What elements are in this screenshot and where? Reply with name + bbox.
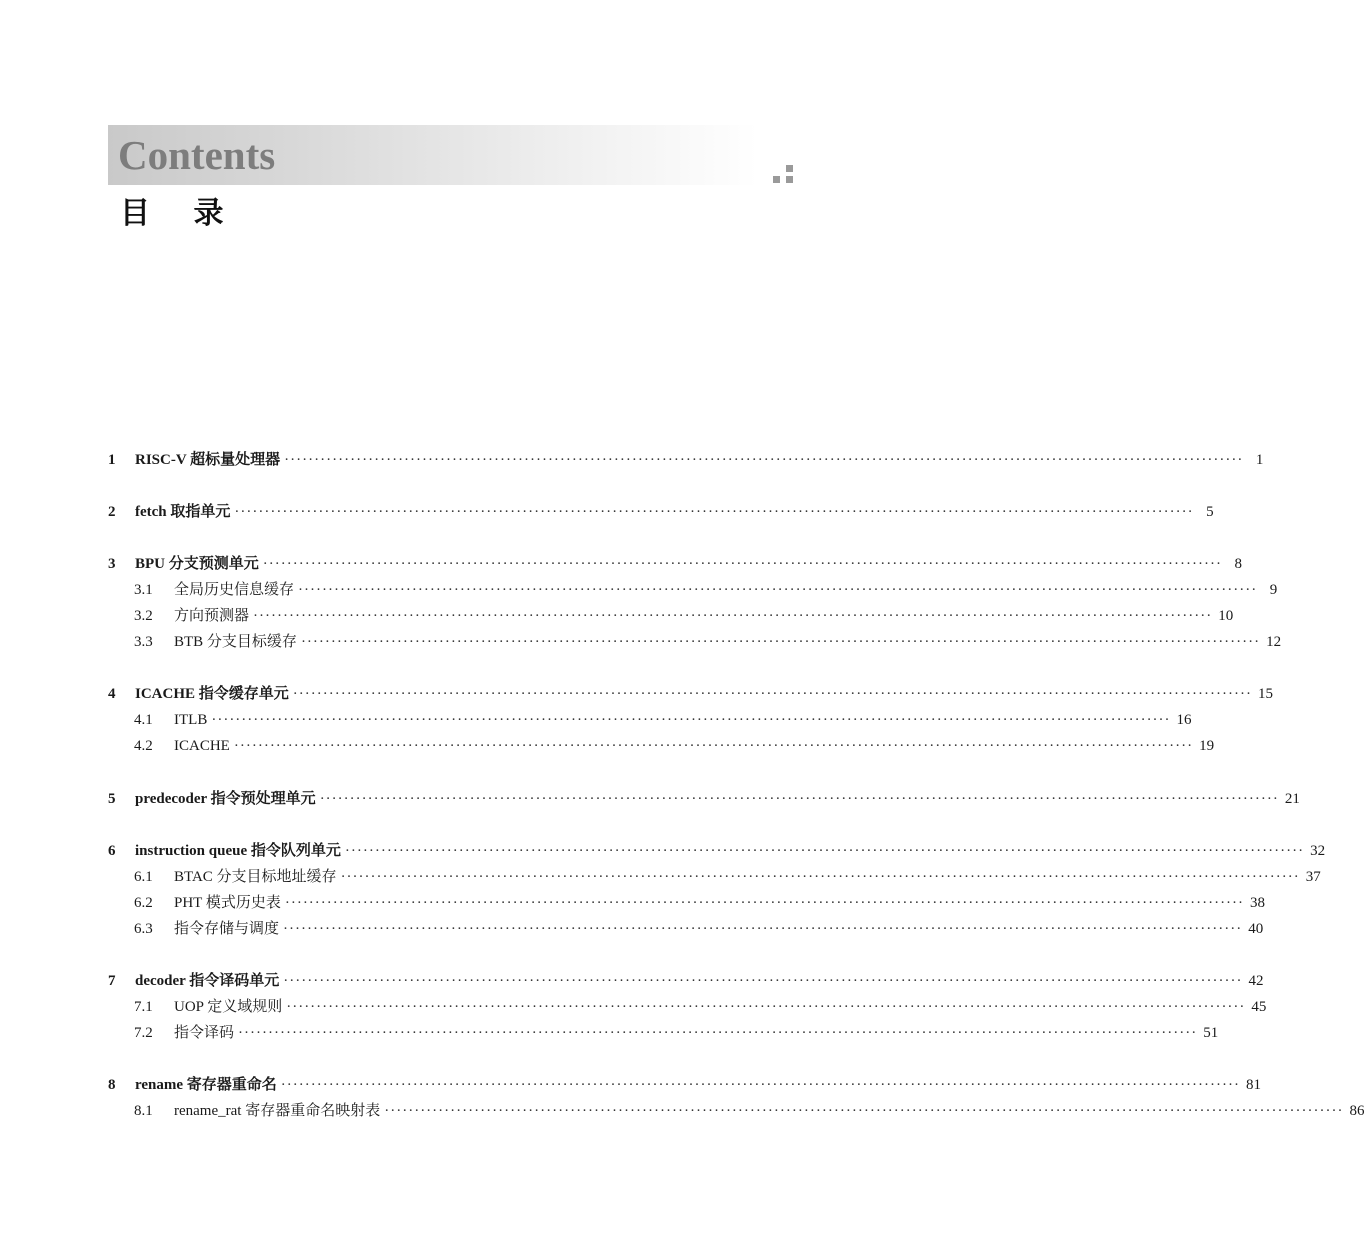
entry-page-number: 38	[1250, 895, 1266, 911]
dot-leader: ································································································································································	[319, 791, 1279, 807]
toc-section-entry[interactable]	[108, 577, 1278, 603]
entry-page-number: 1	[1255, 452, 1264, 468]
entry-page-number: 21	[1284, 791, 1300, 807]
toc-section-entry[interactable]	[108, 890, 1266, 916]
dot-leader: ································································································································································	[283, 921, 1243, 937]
toc-section-entry[interactable]	[108, 916, 1264, 942]
toc-chapter-entry[interactable]	[108, 551, 1242, 577]
entry-title: RISC-V 超标量处理器	[135, 452, 281, 468]
entry-number: 2	[108, 504, 116, 520]
toc-chapter-entry[interactable]	[108, 786, 1300, 812]
toc-chapter-entry[interactable]	[108, 838, 1326, 864]
toc-chapter-entry[interactable]	[108, 499, 1214, 525]
toc-section-entry[interactable]	[108, 864, 1321, 890]
dot-leader: ································································································································································	[284, 895, 1245, 911]
entry-page-number: 40	[1248, 921, 1264, 937]
dot-leader: ································································································································································	[344, 843, 1305, 859]
entry-page-number: 5	[1206, 504, 1214, 520]
entry-title: instruction queue 指令队列单元	[135, 843, 341, 859]
entry-number: 7.1	[134, 999, 153, 1015]
entry-title: rename 寄存器重命名	[135, 1077, 277, 1093]
entry-number: 7	[108, 973, 116, 989]
entry-number: 8.1	[134, 1103, 153, 1119]
entry-number: 6.1	[134, 869, 153, 885]
toc-section-entry[interactable]	[108, 1098, 1364, 1124]
entry-number: 3	[108, 556, 116, 572]
entry-title: UOP 定义域规则	[174, 999, 283, 1015]
entry-page-number: 12	[1266, 634, 1282, 650]
entry-page-number: 45	[1251, 999, 1267, 1015]
toc-chapter-entry[interactable]	[108, 968, 1264, 994]
entry-title: ITLB	[174, 712, 208, 728]
dot-leader: ································································································································································	[286, 999, 1246, 1015]
entry-page-number: 32	[1310, 843, 1326, 859]
dot-leader: ································································································································································	[262, 556, 1222, 572]
dot-leader: ································································································································································	[292, 686, 1252, 702]
dot-leader: ································································································································································	[283, 973, 1243, 989]
dot-leader: ································································································································································	[280, 1077, 1241, 1093]
dot-leader: ································································································································································	[298, 582, 1258, 598]
entry-page-number: 10	[1218, 608, 1234, 624]
toc-section-entry[interactable]	[108, 733, 1215, 759]
dot-leader: ································································································································································	[211, 712, 1171, 728]
entry-number: 4.1	[134, 712, 153, 728]
toc-chapter-entry[interactable]	[108, 1072, 1262, 1098]
toc-section-entry[interactable]	[108, 994, 1267, 1020]
entry-number: 6.3	[134, 921, 153, 937]
entry-title: predecoder 指令预处理单元	[135, 791, 316, 807]
dot-leader: ································································································································································	[238, 1025, 1198, 1041]
entry-number: 1	[108, 452, 116, 468]
entry-title: PHT 模式历史表	[174, 895, 281, 911]
entry-page-number: 86	[1349, 1103, 1364, 1119]
entry-page-number: 16	[1176, 712, 1192, 728]
dot-leader: ································································································································································	[384, 1103, 1344, 1119]
dot-leader: ································································································································································	[234, 504, 1194, 520]
entry-title: decoder 指令译码单元	[135, 973, 280, 989]
toc-section-entry[interactable]	[108, 603, 1234, 629]
entry-page-number: 15	[1257, 686, 1273, 702]
entry-number: 6.2	[134, 895, 153, 911]
entry-title: rename_rat 寄存器重命名映射表	[174, 1103, 381, 1119]
entry-page-number: 19	[1199, 738, 1215, 754]
entry-page-number: 42	[1248, 973, 1264, 989]
entry-page-number: 9	[1269, 582, 1278, 598]
entry-page-number: 37	[1305, 869, 1321, 885]
toc-section-entry[interactable]	[108, 1020, 1219, 1046]
page-subtitle: 目 录	[120, 197, 242, 230]
banner-title: Contents	[118, 132, 276, 178]
dot-leader: ································································································································································	[253, 608, 1213, 624]
entry-number: 7.2	[134, 1025, 153, 1041]
entry-title: BTB 分支目标缓存	[174, 634, 297, 650]
toc-section-entry[interactable]	[108, 629, 1282, 655]
entry-title: ICACHE 指令缓存单元	[135, 686, 289, 702]
entry-number: 3.1	[134, 582, 153, 598]
entry-number: 4.2	[134, 738, 153, 754]
toc-chapter-entry[interactable]	[108, 681, 1273, 707]
entry-number: 3.3	[134, 634, 153, 650]
entry-title: fetch 取指单元	[135, 504, 231, 520]
entry-number: 8	[108, 1077, 116, 1093]
entry-number: 6	[108, 843, 116, 859]
dot-leader: ································································································································································	[284, 452, 1244, 468]
entry-title: BPU 分支预测单元	[135, 556, 259, 572]
entry-title: 指令译码	[174, 1025, 235, 1041]
toc-section-entry[interactable]	[108, 707, 1192, 733]
dot-leader: ································································································································································	[340, 869, 1300, 885]
entry-number: 4	[108, 686, 116, 702]
entry-page-number: 8	[1234, 556, 1242, 572]
toc-chapter-entry[interactable]	[108, 447, 1264, 473]
dot-leader: ································································································································································	[300, 634, 1261, 650]
entry-page-number: 81	[1246, 1077, 1262, 1093]
entry-number: 5	[108, 791, 116, 807]
entry-title: BTAC 分支目标地址缓存	[174, 869, 337, 885]
entry-number: 3.2	[134, 608, 153, 624]
entry-title: ICACHE	[174, 738, 230, 754]
entry-title: 方向预测器	[174, 608, 250, 624]
dot-leader: ································································································································································	[233, 738, 1194, 754]
entry-page-number: 51	[1203, 1025, 1219, 1041]
entry-title: 全局历史信息缓存	[174, 582, 295, 598]
entry-title: 指令存储与调度	[174, 921, 280, 937]
